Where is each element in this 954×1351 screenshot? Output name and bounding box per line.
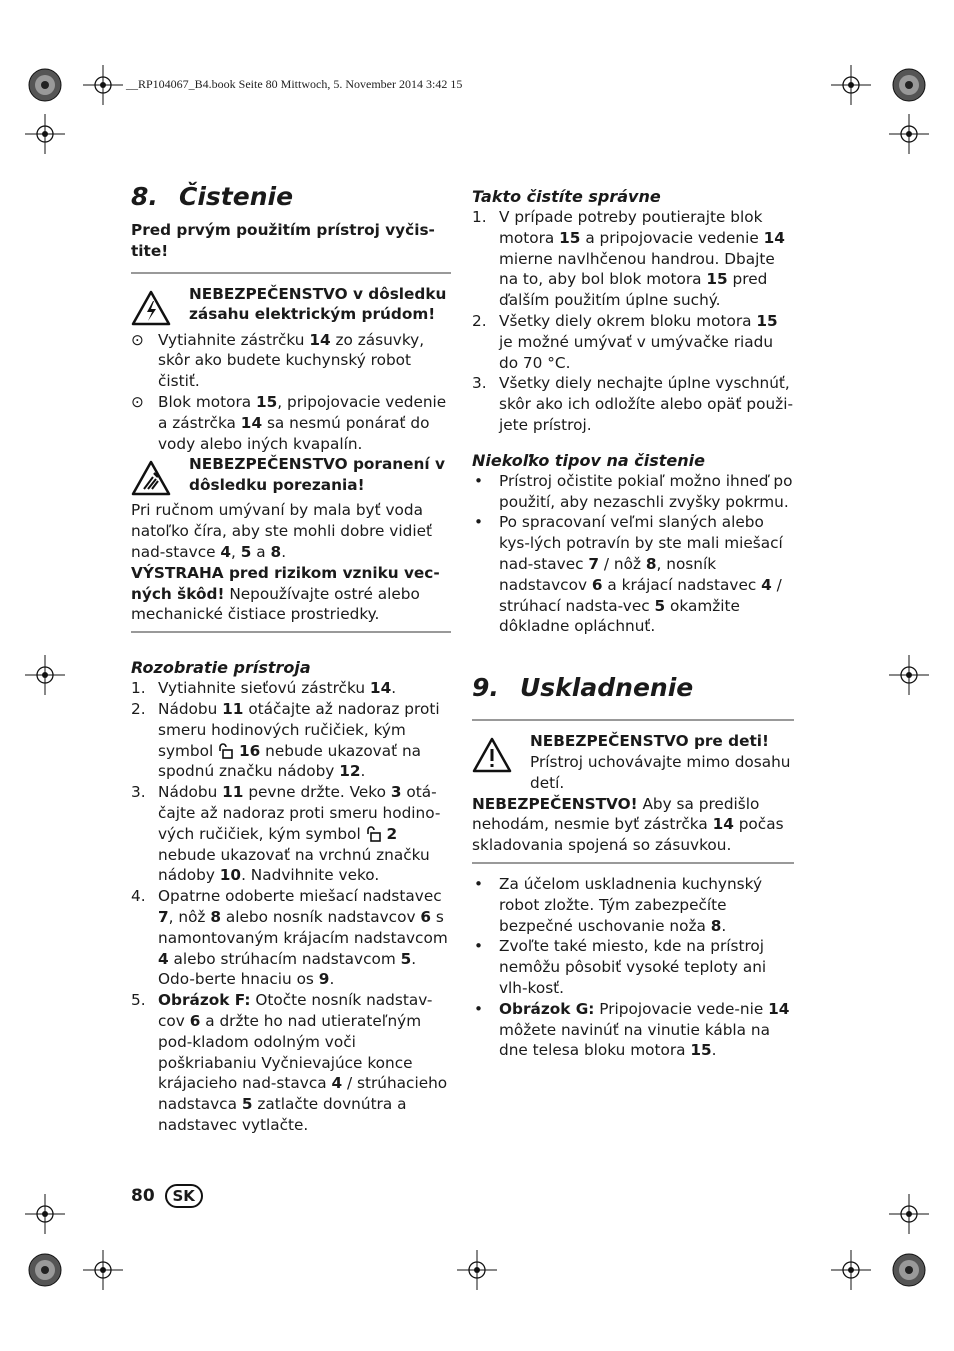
page-number: 80: [131, 1186, 155, 1206]
crosshair-mark-icon: [83, 65, 123, 109]
crosshair-mark-icon: [889, 1194, 929, 1238]
warning-item: ⊙ Blok motora 15, pripojovacie vedenie a zástrčka 14 sa nesmú ponárať do vody alebo iných kvapalín.: [131, 392, 447, 453]
color-wheel-mark-icon: [892, 1253, 926, 1291]
general-warning-icon: [472, 731, 530, 777]
crosshair-mark-icon: [889, 655, 929, 699]
crosshair-mark-icon: [25, 655, 65, 699]
step-item: 3. Všetky diely nechajte úplne vyschnúť, skôr ako ich odložíte alebo opäť použi-jete prístroj.: [472, 374, 793, 434]
language-badge: SK: [165, 1184, 203, 1208]
caution-note: VÝSTRAHA pred rizikom vzniku vec-ných škôd! Nepoužívajte ostré alebo mechanické čistiace prostriedky.: [131, 563, 440, 624]
step-item: 3. Nádobu 11 pevne držte. Veko 3 otá-čajte až nadoraz proti smeru hodino-vých ručičiek, kým symbol 2 nebude ukazovať na vrchnú značku nádoby 10. Nadvihnite veko.: [131, 783, 441, 885]
warning-item: ⊙ Vytiahnite zástrčku 14 zo zásuvky, skôr ako budete kuchynský robot čistiť.: [131, 330, 425, 391]
page-footer: [131, 1184, 203, 1208]
step-item: 5. Obrázok F: Otočte nosník nadstav-cov 6 a držte ho nad utierateľným pod-kladom odolným voči poškriabaniu Vyčnievajúce konce krájacieho nad-stavca 4 / strúhacieho nadstavca 5 zatlačte dovnútra a nadstavec vytlačte.: [131, 991, 448, 1134]
danger-note: NEBEZPEČENSTVO! Aby sa predišlo nehodám, nesmie byť zástrčka 14 počas skladovania spojená so zásuvkou.: [472, 794, 784, 855]
electric-warning-icon: [131, 284, 189, 330]
crosshair-mark-icon: [831, 65, 871, 109]
unlock-icon: [218, 743, 234, 759]
color-wheel-mark-icon: [28, 1253, 62, 1291]
cut-warning-text: Pri ručnom umývaní by mala byť voda natoľko čírа, aby ste mohli dobre vidieť nad-stavce 4, 5 a 8.: [131, 501, 432, 561]
color-wheel-mark-icon: [28, 68, 62, 106]
crosshair-mark-icon: [457, 1250, 497, 1294]
right-column: [472, 180, 794, 1061]
intro-text: Pred prvým použitím prístroj vyčis-tite!: [131, 221, 435, 260]
step-item: 4. Opatrne odoberte miešací nadstavec 7, nôž 8 alebo nosník nadstavcov 6 s namontovaným krájacím nadstavcom 4 alebo strúhacím nadstavcom 5. Odo-berte hnaciu os 9.: [131, 887, 448, 989]
subheading-cleaning: Takto čistíte správne: [472, 187, 661, 206]
warning-electric: NEBEZPEČENSTVO v dôsledku zásahu elektrickým prúdom!: [131, 284, 451, 330]
print-header: __RP104067_B4.book Seite 80 Mittwoch, 5. November 2014 3:42 15: [126, 77, 463, 91]
step-item: 1. V prípade potreby poutierajte blok motora 15 a pripojovacie vedenie 14 mierne navlhčenou handrou. Dbajte na to, aby bol blok motora 15 pred ďalším použitím úplne suchý.: [472, 208, 785, 310]
tip-item: • Prístroj očistite pokiaľ možno ihneď po použití, aby nezaschli zvyšky pokrmu.: [474, 471, 793, 511]
storage-item: • Zvoľte také miesto, kde na prístroj nemôžu pôsobiť vysoké teploty ani vlh-kosť.: [474, 937, 767, 997]
storage-item: • Obrázok G: Pripojovacie vede-nie 14 môžete navinúť na vinutie kábla na dne telesa bloku motora 15.: [474, 999, 790, 1060]
warning-children: NEBEZPEČENSTVO pre deti! Prístroj uchovávajte mimo dosahu detí.: [472, 731, 794, 793]
step-item: 2. Nádobu 11 otáčajte až nadoraz proti smeru hodinových ručičiek, kým symbol 16 nebude ukazovať na spodnú značku nádoby 12.: [131, 699, 440, 781]
crosshair-mark-icon: [25, 1194, 65, 1238]
crosshair-mark-icon: [83, 1250, 123, 1294]
section-title-storage: 9. Uskladnenie: [472, 673, 694, 703]
color-wheel-mark-icon: [892, 68, 926, 106]
subheading-disassembly: Rozobratie prístroja: [131, 658, 311, 678]
step-item: 1. Vytiahnite sieťovú zástrčku 14.: [131, 679, 397, 698]
storage-item: • Za účelom uskladnenia kuchynský robot zložte. Tým zabezpečíte bezpečné uschovanie noža 8.: [474, 874, 763, 935]
warning-cut: NEBEZPEČENSTVO poranení v dôsledku porezania!: [131, 454, 451, 500]
crosshair-mark-icon: [889, 114, 929, 158]
crosshair-mark-icon: [25, 114, 65, 158]
left-column: [131, 180, 451, 1136]
section-title-cleaning: 8. Čistenie: [131, 182, 294, 211]
cut-warning-icon: [131, 454, 189, 500]
unlock-icon: [366, 826, 382, 842]
crosshair-mark-icon: [831, 1250, 871, 1294]
subheading-tips: Niekoľko tipov na čistenie: [472, 450, 705, 470]
tip-item: • Po spracovaní veľmi slaných alebo kys-lých potravín by ste mali miešací nad-stavec 7 / nôž 8, nosník nadstavcov 6 a krájací nadstavec 4 / strúhací nadsta-vec 5 okamžite dôkladne opláchnuť.: [474, 513, 783, 636]
step-item: 2. Všetky diely okrem bloku motora 15 je možné umývať v umývačke riadu do 70 °C.: [472, 311, 778, 372]
